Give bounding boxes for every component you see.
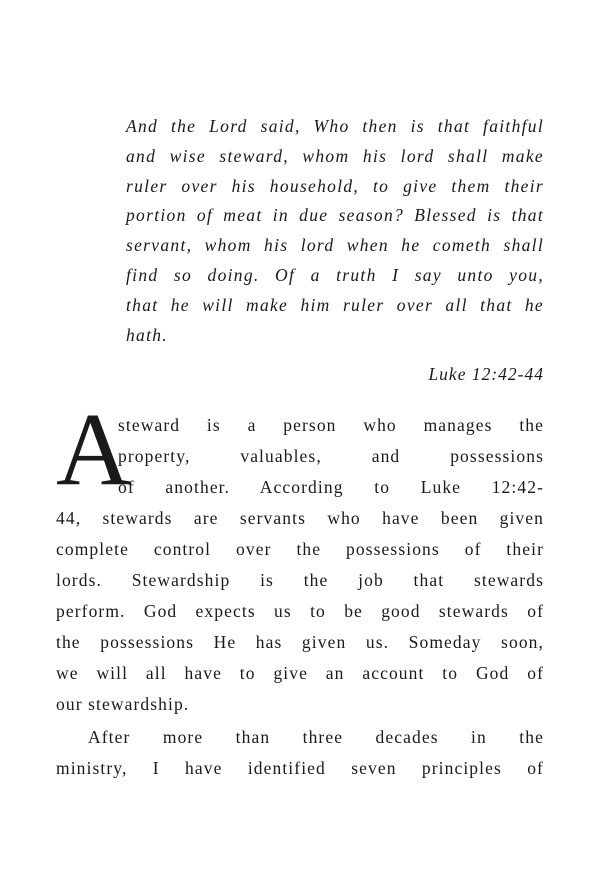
quote-line: that he will make him ruler over all that he [126, 294, 544, 315]
body-line: of another. According to Luke 12:42- [118, 477, 544, 497]
scripture-reference: Luke 12:42-44 [428, 364, 544, 384]
body-line: perform. God expects us to be good stewards of [56, 601, 544, 621]
scripture-quote [126, 112, 544, 350]
paragraph-1 [56, 410, 544, 720]
body-line: property, valuables, and possessions [118, 446, 544, 466]
body-line: lords. Stewardship is the job that stewards [56, 570, 544, 590]
quote-line: find so doing. Of a truth I say unto you, [126, 264, 544, 285]
body-line: 44, stewards are servants who have been given [56, 508, 544, 528]
body-line: our stewardship. [56, 694, 190, 714]
quote-line: servant, whom his lord when he cometh shall [126, 235, 544, 256]
paragraph-2 [56, 722, 544, 784]
quote-line: portion of meat in due season? Blessed is that [126, 205, 544, 226]
body-line: the possessions He has given us. Someday soon, [56, 632, 544, 652]
quote-line: And the Lord said, Who then is that faithful [126, 116, 544, 136]
quote-line: hath. [126, 324, 168, 345]
quote-line: and wise steward, whom his lord shall make [126, 145, 544, 166]
body-line: we will all have to give an account to God of [56, 663, 544, 683]
quote-line: ruler over his household, to give them their [126, 175, 544, 196]
body-line: steward is a person who manages the [118, 415, 544, 435]
body-line: After more than three decades in the [88, 727, 544, 747]
body-line: ministry, I have identified seven principles of [56, 758, 544, 778]
drop-cap: A [56, 392, 132, 507]
body-line: complete control over the possessions of their [56, 539, 544, 559]
